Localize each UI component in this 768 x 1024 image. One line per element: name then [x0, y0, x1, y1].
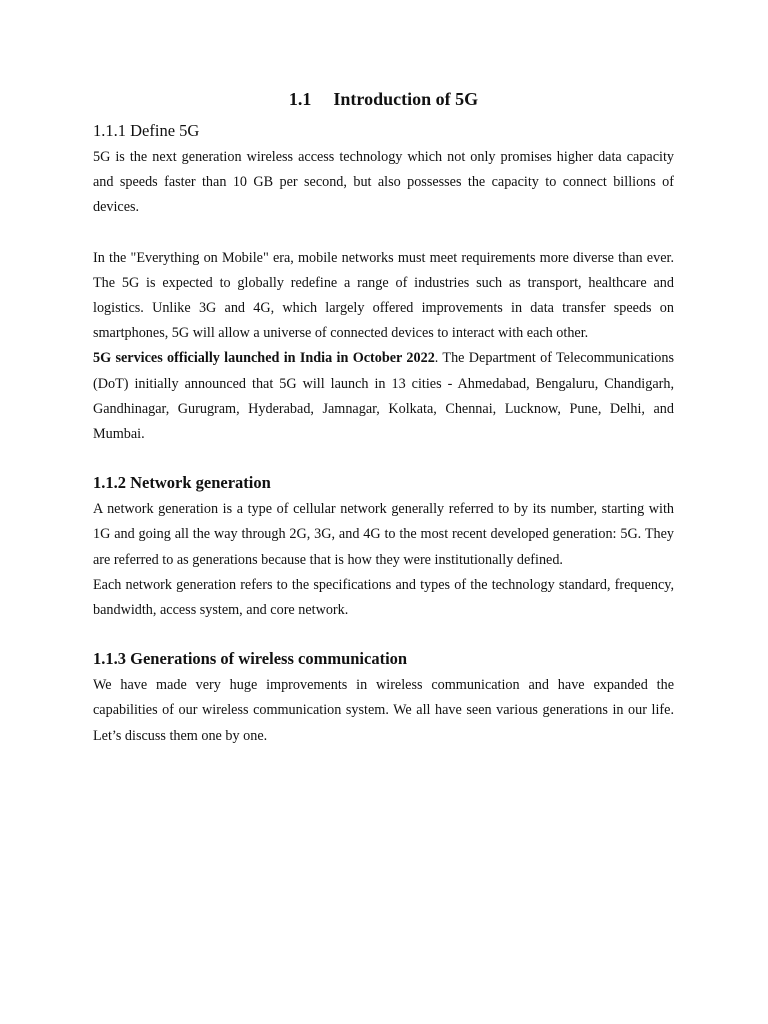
section-spacer: [93, 623, 674, 648]
section-heading-network-generation: 1.1.2 Network generation: [93, 473, 271, 493]
launch-highlight: 5G services officially launched in India in October 2022: [93, 350, 435, 367]
chapter-title-text: Introduction of 5G: [333, 89, 479, 109]
paragraph-define-5g-2: In the "Everything on Mobile" era, mobile networks must meet requirements more diverse than ever. The 5G is expected to globally redefine a range of industries such as transport, healthcare and logistics. Unlike 3G and 4G, which largely offered improvements in data transfer speeds on smartphones, 5G will allow a universe of connected devices to interact with each other.: [93, 249, 674, 342]
paragraph-define-5g-1: 5G is the next generation wireless access technology which not only promises higher data capacity and speeds faster than 10 GB per second, but also possesses the capacity to connect billions of devices.: [93, 149, 674, 216]
chapter-title: [93, 86, 674, 112]
paragraph-generations-wireless-1: We have made very huge improvements in wireless communication and have expanded the capabilities of our wireless communication system. We all have seen various generations in our life. Let’s discuss them one by one.: [93, 677, 674, 744]
paragraph-define-5g-3: [93, 346, 674, 447]
document-page: [93, 86, 674, 749]
section-heading-generations-wireless: 1.1.3 Generations of wireless communication: [93, 649, 408, 669]
section-heading-define-5g: 1.1.1 Define 5G: [93, 121, 200, 140]
launch-details: . The Department of Telecommunications (DoT) initially announced that 5G will launch in 13 cities - Ahmedabad, Bengaluru, Chandigarh, Gandhinagar, Gurugram, Hyderabad, Jamnagar, Kolkata, Chennai, Lucknow, Pune, Delhi, and Mumbai.: [93, 350, 674, 443]
section-spacer: [93, 447, 674, 472]
chapter-number: 1.1: [288, 89, 312, 109]
paragraph-spacer: [93, 221, 674, 246]
paragraph-network-generation-1: A network generation is a type of cellular network generally referred to by its number, starting with 1G and going all the way through 2G, 3G, and 4G to the most recent developed generation: 5G. They are referred to as generations because that is how they were institutionally defined.: [93, 501, 674, 568]
paragraph-network-generation-2: Each network generation refers to the specifications and types of the technology standard, frequency, bandwidth, access system, and core network.: [93, 576, 674, 619]
